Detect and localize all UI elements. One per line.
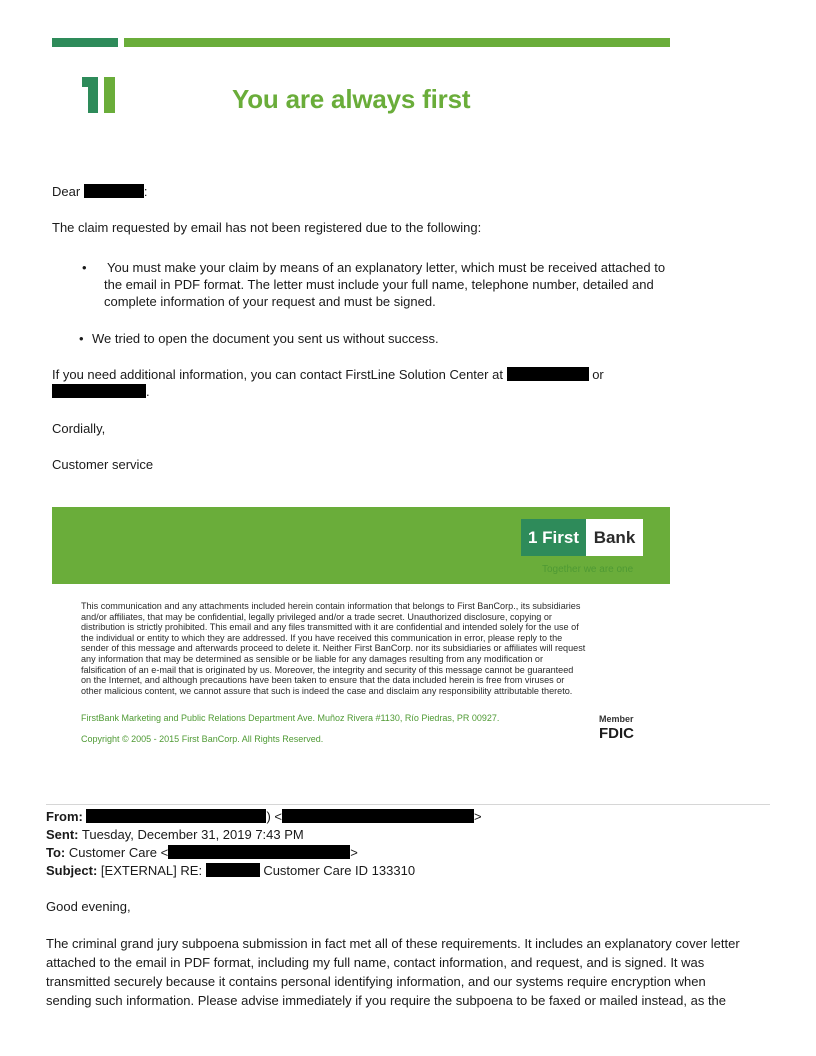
redacted-name [84,184,144,198]
intro-text: The claim requested by email has not been registered due to the following: [52,220,482,235]
greeting: Dear : [52,184,148,199]
firstbank-wordmark [521,519,643,556]
redacted-recipient-email [168,845,350,859]
email-to: To: Customer Care < > [46,845,358,860]
email-from: From: ) < > [46,809,482,824]
disclaimer-line: on the Internet, and although precautions have been taken to ensure that the data included herein is free from viruses or [81,675,565,686]
redacted-phone [507,367,589,381]
disclaimer-line: This communication and any attachments included herein contain information that belongs to First BanCorp., its subsidiaries [81,601,581,611]
email-separator [46,804,770,805]
header-bar-green [124,38,670,47]
redacted-sender-email [282,809,474,823]
bullet-1-line-2: the email in PDF format. The letter must include your full name, telephone number, detailed and [104,277,654,292]
email-subject: Subject: [EXTERNAL] RE: Customer Care ID 133310 [46,863,416,878]
bullet-1-line-3: complete information of your request and must be signed. [104,294,436,309]
contact-paragraph: If you need additional information, you can contact FirstLine Solution Center at or . [52,367,604,399]
reply-line: transmitted securely because it contains personal identifying information, and our systems require encryption when [46,974,706,989]
header-bar-dark [52,38,118,47]
reply-line: sending such information. Please advise immediately if you require the subpoena to be faxed or mailed instead, as the [46,993,727,1008]
redacted-email [52,384,146,398]
bullet-2: • We tried to open the document you sent us without success. [79,331,439,346]
reply-line: The criminal grand jury subpoena submission in fact met all of these requirements. It includes an explanatory cover letter [46,936,740,951]
wordmark-bank: Bank [586,519,643,556]
disclaimer-line: other malicious content, we cannot assure that such is indeed the case and disclaim any responsibility attributable thereto. [81,685,573,696]
wordmark-first: 1 First [521,519,586,556]
disclaimer-line: falsification of an e-mail that is originated by us. Moreover, the integrity and security of this message cannot be guaranteed [81,664,574,675]
disclaimer-line: distribution is strictly prohibited. This email and any files transmitted with it are confidential and intended solely for the use of [81,622,579,633]
reply-body [46,934,776,1010]
email-sent: Sent: Tuesday, December 31, 2019 7:43 PM [46,827,304,842]
disclaimer-line: sender of this message and afterwards proceed to delete it. Neither First BanCorp. nor its subsidiaries or affiliates will request [81,643,586,654]
signature: Customer service [52,457,154,472]
firstbank-logo-icon [78,73,118,113]
redacted-subject-name [206,863,260,877]
member-label: Member [599,714,634,724]
reply-greeting: Good evening, [46,899,131,914]
bullet-icon: • [79,331,84,346]
closing: Cordially, [52,421,106,436]
redacted-sender-name [86,809,266,823]
disclaimer-line: the individual or entity to which they are addressed. If you have received this communication in error, please reply to the [81,632,563,643]
disclaimer-line: any information that may be determined as sensible or be liable for any damages resulting from any modification or [81,653,544,664]
bullet-list [82,259,704,310]
slogan: Together we are one [542,564,634,575]
disclaimer [81,601,642,696]
fdic-label: FDIC [599,725,634,742]
tagline: You are always first [232,84,471,114]
copyright-line: Copyright © 2005 - 2015 First BanCorp. All Rights Reserved. [81,734,324,744]
disclaimer-line: and/or affiliates, that may be confidential, legally privileged and/or a trade secret. Unauthorized disclosure, copying or [81,611,552,622]
bullet-icon: • [82,260,87,275]
reply-line: attached to the email in PDF format, including my full name, contact information, and request, and is signed. It was [46,955,705,970]
address-line: FirstBank Marketing and Public Relations Department Ave. Muñoz Rivera #1130, Río Piedras, PR 00927. [81,713,500,723]
bullet-1-line-1: You must make your claim by means of an explanatory letter, which must be received attached to [107,260,666,275]
